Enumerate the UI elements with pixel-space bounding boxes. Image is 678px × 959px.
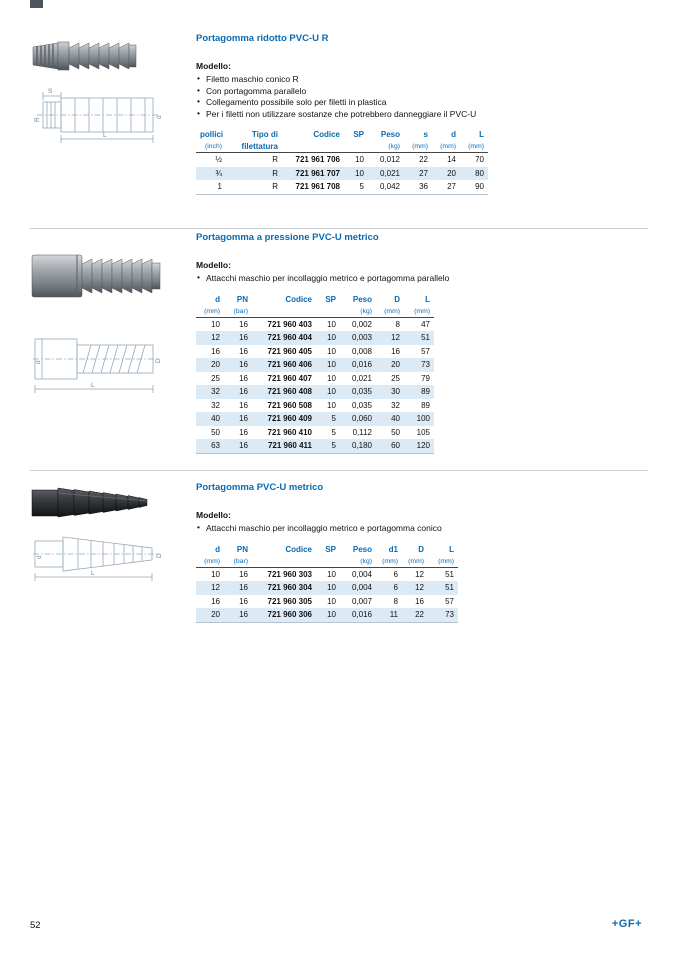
- table-cell: 10: [355, 155, 364, 164]
- table-cell: 721 960 411: [252, 439, 316, 453]
- table-cell: 721 960 405: [267, 346, 312, 356]
- table-cell: 16: [415, 596, 424, 606]
- table-cell: 32: [211, 400, 220, 410]
- table-cell: 0,016: [340, 608, 376, 622]
- table-cell: 0,042: [368, 180, 404, 194]
- table-cell: R: [272, 168, 278, 178]
- table-cell: 0,012: [379, 155, 400, 164]
- table-cell: 721 960 303: [267, 569, 312, 579]
- table-cell: 16: [239, 569, 248, 579]
- column-header: Peso: [352, 294, 372, 304]
- section-ridotto: [196, 33, 636, 195]
- column-unit: (mm): [376, 306, 404, 318]
- table-cell: 0,021: [379, 168, 400, 178]
- dim-label-r: R: [34, 117, 41, 122]
- table-cell: 10: [211, 569, 220, 579]
- dim-label-l: L: [103, 132, 107, 139]
- column-unit: (mm): [196, 306, 224, 318]
- table-cell: 90: [460, 180, 488, 194]
- column-unit: (mm): [196, 556, 224, 568]
- feature-item: • Collegamento possibile solo per filetti in plastica: [196, 97, 636, 109]
- table-cell: 721 960 508: [267, 400, 312, 410]
- table-cell: 16: [224, 608, 252, 622]
- section-pressione: [196, 232, 636, 454]
- table-row: [196, 345, 434, 359]
- column-unit: (mm): [432, 141, 460, 153]
- table-cell: 1: [196, 180, 226, 194]
- table-cell: 30: [391, 387, 400, 396]
- table-cell: 57: [445, 596, 454, 606]
- table-cell: 0,004: [351, 569, 372, 579]
- table-units-row: [196, 141, 488, 153]
- table-row: [196, 567, 458, 581]
- table-cell: 721 960 304: [267, 583, 312, 592]
- table-cell: 16: [239, 387, 248, 396]
- table-cell: 16: [391, 346, 400, 356]
- table-header-row: [196, 294, 434, 306]
- table-cell: 20: [211, 360, 220, 369]
- table-cell: 16: [239, 414, 248, 423]
- feature-list: [196, 74, 636, 120]
- table-cell: 721 960 408: [267, 387, 312, 396]
- page-number: 52: [30, 920, 41, 931]
- table-cell: 40: [391, 414, 400, 423]
- table-cell: 5: [316, 439, 340, 453]
- column-header: Peso: [380, 130, 400, 139]
- column-header: pollici: [200, 130, 224, 139]
- column-unit: [316, 556, 340, 568]
- column-unit: (bar): [224, 556, 252, 568]
- table-cell: 12: [415, 569, 424, 579]
- table-cell: 100: [416, 414, 430, 423]
- table-cell: 721 960 305: [267, 596, 312, 606]
- table-cell: 47: [421, 319, 430, 329]
- table-cell: 0,035: [351, 400, 372, 410]
- table-cell: 50: [211, 427, 220, 437]
- table-cell: 20: [196, 608, 224, 622]
- table-cell: R: [272, 155, 278, 164]
- table-cell: 89: [421, 387, 430, 396]
- technical-drawing-pressione: [33, 323, 163, 403]
- table-cell: 16: [239, 400, 248, 410]
- table-cell: R: [226, 180, 282, 194]
- product-photo-conico: [30, 482, 150, 527]
- table-cell: 10: [327, 360, 336, 369]
- table-row: [196, 167, 488, 181]
- table-cell: 8: [393, 596, 398, 606]
- section-title: Portagomma a pressione PVC-U metrico: [196, 232, 379, 243]
- table-cell: 721 961 708: [282, 180, 344, 194]
- table-cell: 105: [416, 427, 430, 437]
- table-cell: 11: [376, 608, 402, 622]
- table-cell: 16: [224, 439, 252, 453]
- table-cell: 22: [419, 155, 428, 164]
- table-cell: 16: [239, 333, 248, 342]
- table-cell: 10: [355, 168, 364, 178]
- table-cell: 721 960 410: [267, 427, 312, 437]
- table-cell: 0,180: [340, 439, 376, 453]
- table-cell: 10: [211, 319, 220, 329]
- column-unit: (mm): [404, 306, 434, 318]
- table-row: [196, 153, 488, 167]
- table-cell: 10: [327, 346, 336, 356]
- table-cell: 721 960 407: [267, 373, 312, 383]
- table-cell: 22: [402, 608, 428, 622]
- table-cell: 14: [447, 155, 456, 164]
- table-row: [196, 180, 488, 194]
- feature-item: • Attacchi maschio per incollaggio metrico e portagomma conico: [196, 523, 636, 535]
- table-row: [196, 385, 434, 399]
- product-photo-ridotto: [30, 33, 140, 82]
- column-header: s: [423, 130, 428, 139]
- table-cell: 721 960 306: [252, 608, 316, 622]
- column-unit: (mm): [404, 141, 432, 153]
- table-row: [196, 581, 458, 595]
- table-cell: 60: [376, 439, 404, 453]
- table-cell: 0,112: [352, 427, 372, 437]
- product-photo-pressione: [30, 246, 165, 309]
- table-cell: 16: [239, 427, 248, 437]
- feature-list: [196, 523, 636, 535]
- column-unit: [344, 141, 368, 153]
- modello-label: Modello:: [196, 510, 231, 520]
- table-cell: 721 960 406: [267, 360, 312, 369]
- table-cell: 73: [428, 608, 458, 622]
- dim-label-D: D: [155, 358, 162, 363]
- table-cell: 0,007: [351, 596, 372, 606]
- table-header-row: [196, 544, 458, 556]
- column-unit: (mm): [460, 141, 488, 153]
- table-cell: 27: [419, 168, 428, 178]
- table-cell: 0,035: [351, 387, 372, 396]
- socket-end: [32, 255, 82, 297]
- table-row: [196, 412, 434, 426]
- table-cell: 721 961 706: [295, 155, 340, 164]
- column-unit: (mm): [376, 556, 402, 568]
- thread-end: [33, 43, 58, 69]
- table-cell: 721 960 403: [267, 319, 312, 329]
- column-unit: (inch): [196, 141, 226, 153]
- table-cell: 0,021: [351, 373, 372, 383]
- table-row: [196, 439, 434, 453]
- technical-drawing-conico: [33, 526, 165, 586]
- column-unit: (mm): [428, 556, 458, 568]
- table-cell: 0,016: [351, 360, 372, 369]
- table-cell: 0,002: [351, 319, 372, 329]
- table-cell: 51: [445, 569, 454, 579]
- column-unit: (kg): [368, 141, 404, 153]
- table-cell: 10: [327, 400, 336, 410]
- table-cell: 10: [327, 333, 336, 342]
- conical-barbs: [58, 488, 147, 517]
- table-cell: 57: [421, 346, 430, 356]
- table-cell: 10: [327, 569, 336, 579]
- table-cell: 5: [344, 180, 368, 194]
- corner-mark: [30, 0, 43, 8]
- table-cell: 50: [391, 427, 400, 437]
- table-cell: 16: [239, 346, 248, 356]
- table-cell: 40: [211, 414, 220, 423]
- table-cell: 12: [415, 583, 424, 592]
- table-cell: 16: [239, 583, 248, 592]
- table-cell: 51: [445, 583, 454, 592]
- table-cell: 0,004: [351, 583, 372, 592]
- dim-label-d: d: [36, 555, 43, 559]
- column-unit: (kg): [340, 556, 376, 568]
- table-row: [196, 608, 458, 622]
- column-header: L: [479, 130, 484, 139]
- column-header: D: [394, 294, 400, 304]
- table-cell: 89: [421, 400, 430, 410]
- table-row: [196, 317, 434, 331]
- table-cell: 12: [391, 333, 400, 342]
- dim-label-d: d: [35, 360, 42, 364]
- table-cell: 16: [211, 346, 220, 356]
- spec-table-ridotto: [196, 129, 488, 195]
- dim-label-s: S: [48, 88, 53, 95]
- column-header: d: [215, 294, 220, 304]
- table-units-row: [196, 306, 434, 318]
- column-header: Codice: [313, 130, 340, 139]
- column-header: Codice: [285, 294, 312, 304]
- column-header: PN: [236, 544, 248, 554]
- table-cell: 6: [393, 583, 398, 592]
- table-cell: 70: [475, 155, 484, 164]
- table-cell: 32: [211, 387, 220, 396]
- table-cell: 721 960 404: [267, 333, 312, 342]
- section-divider: [30, 470, 648, 471]
- dim-label-l: L: [91, 382, 95, 389]
- table-cell: 36: [404, 180, 432, 194]
- table-cell: 80: [475, 168, 484, 178]
- column-unit: (kg): [340, 306, 376, 318]
- table-cell: 8: [395, 319, 400, 329]
- column-header: SP: [325, 294, 336, 304]
- column-header: d: [451, 130, 456, 139]
- table-units-row: [196, 556, 458, 568]
- column-header: Tipo di: [251, 130, 278, 139]
- feature-item: • Per i filetti non utilizzare sostanze che potrebbero danneggiare il PVC-U: [196, 109, 636, 121]
- dim-label-D: D: [156, 553, 163, 558]
- table-row: [196, 595, 458, 609]
- table-cell: 10: [327, 387, 336, 396]
- table-row: [196, 358, 434, 372]
- table-cell: 721 961 707: [295, 168, 340, 178]
- table-cell: 25: [211, 373, 220, 383]
- table-cell: 10: [327, 373, 336, 383]
- table-cell: 63: [196, 439, 224, 453]
- dim-label-d: d: [156, 115, 163, 119]
- table-row: [196, 372, 434, 386]
- column-header: PN: [236, 294, 248, 304]
- column-header: L: [425, 294, 430, 304]
- table-cell: 120: [404, 439, 434, 453]
- table-cell: 0,003: [351, 333, 372, 342]
- table-cell: 10: [316, 608, 340, 622]
- table-cell: 20: [391, 360, 400, 369]
- table-cell: 25: [391, 373, 400, 383]
- spec-table-conico: [196, 544, 458, 623]
- table-cell: 27: [432, 180, 460, 194]
- table-row: [196, 426, 434, 440]
- modello-label: Modello:: [196, 260, 231, 270]
- table-cell: 6: [393, 569, 398, 579]
- feature-list: [196, 273, 636, 285]
- table-cell: 10: [327, 319, 336, 329]
- column-header: L: [449, 544, 454, 554]
- table-header-row: [196, 129, 488, 141]
- table-cell: 16: [239, 360, 248, 369]
- table-cell: 10: [327, 596, 336, 606]
- table-cell: 51: [421, 333, 430, 342]
- table-row: [196, 399, 434, 413]
- column-header: SP: [325, 544, 336, 554]
- spec-table-pressione: [196, 294, 434, 454]
- socket-end: [32, 490, 58, 516]
- table-cell: 12: [211, 333, 220, 342]
- table-cell: 5: [331, 427, 336, 437]
- column-header: Peso: [352, 544, 372, 554]
- dim-label-l: L: [91, 570, 95, 577]
- table-cell: 20: [447, 168, 456, 178]
- table-cell: 73: [421, 360, 430, 369]
- feature-item: • Con portagomma parallelo: [196, 86, 636, 98]
- barb-section: [82, 259, 160, 293]
- column-unit: filettatura: [226, 141, 282, 153]
- section-divider: [30, 228, 648, 229]
- column-unit: [316, 306, 340, 318]
- column-header: SP: [353, 130, 364, 139]
- column-unit: [282, 141, 344, 153]
- feature-item: • Attacchi maschio per incollaggio metrico e portagomma parallelo: [196, 273, 636, 285]
- table-row: [196, 331, 434, 345]
- table-cell: 0,060: [351, 414, 372, 423]
- table-cell: 32: [391, 400, 400, 410]
- collar: [58, 42, 69, 70]
- column-header: Codice: [285, 544, 312, 554]
- table-cell: 721 960 409: [267, 414, 312, 423]
- modello-label: Modello:: [196, 61, 231, 71]
- table-cell: 0,008: [351, 346, 372, 356]
- feature-item: • Filetto maschio conico R: [196, 74, 636, 86]
- table-cell: 16: [211, 596, 220, 606]
- section-conico: [196, 482, 636, 623]
- gf-logo: +GF+: [611, 918, 642, 930]
- column-header: D: [418, 544, 424, 554]
- column-header: d: [215, 544, 220, 554]
- section-title: Portagomma PVC-U metrico: [196, 482, 324, 493]
- technical-drawing-ridotto: [33, 86, 165, 149]
- column-unit: (bar): [224, 306, 252, 318]
- table-cell: ¾: [215, 168, 222, 178]
- table-cell: 16: [239, 319, 248, 329]
- table-cell: 16: [239, 596, 248, 606]
- table-cell: 5: [331, 414, 336, 423]
- table-cell: ½: [215, 155, 222, 164]
- table-cell: 16: [239, 373, 248, 383]
- column-unit: [252, 556, 316, 568]
- section-title: Portagomma ridotto PVC-U R: [196, 33, 329, 44]
- table-cell: 79: [421, 373, 430, 383]
- column-unit: (mm): [402, 556, 428, 568]
- barb-section: [69, 43, 136, 69]
- column-header: d1: [388, 544, 398, 554]
- table-cell: 10: [327, 583, 336, 592]
- table-cell: 12: [211, 583, 220, 592]
- column-unit: [252, 306, 316, 318]
